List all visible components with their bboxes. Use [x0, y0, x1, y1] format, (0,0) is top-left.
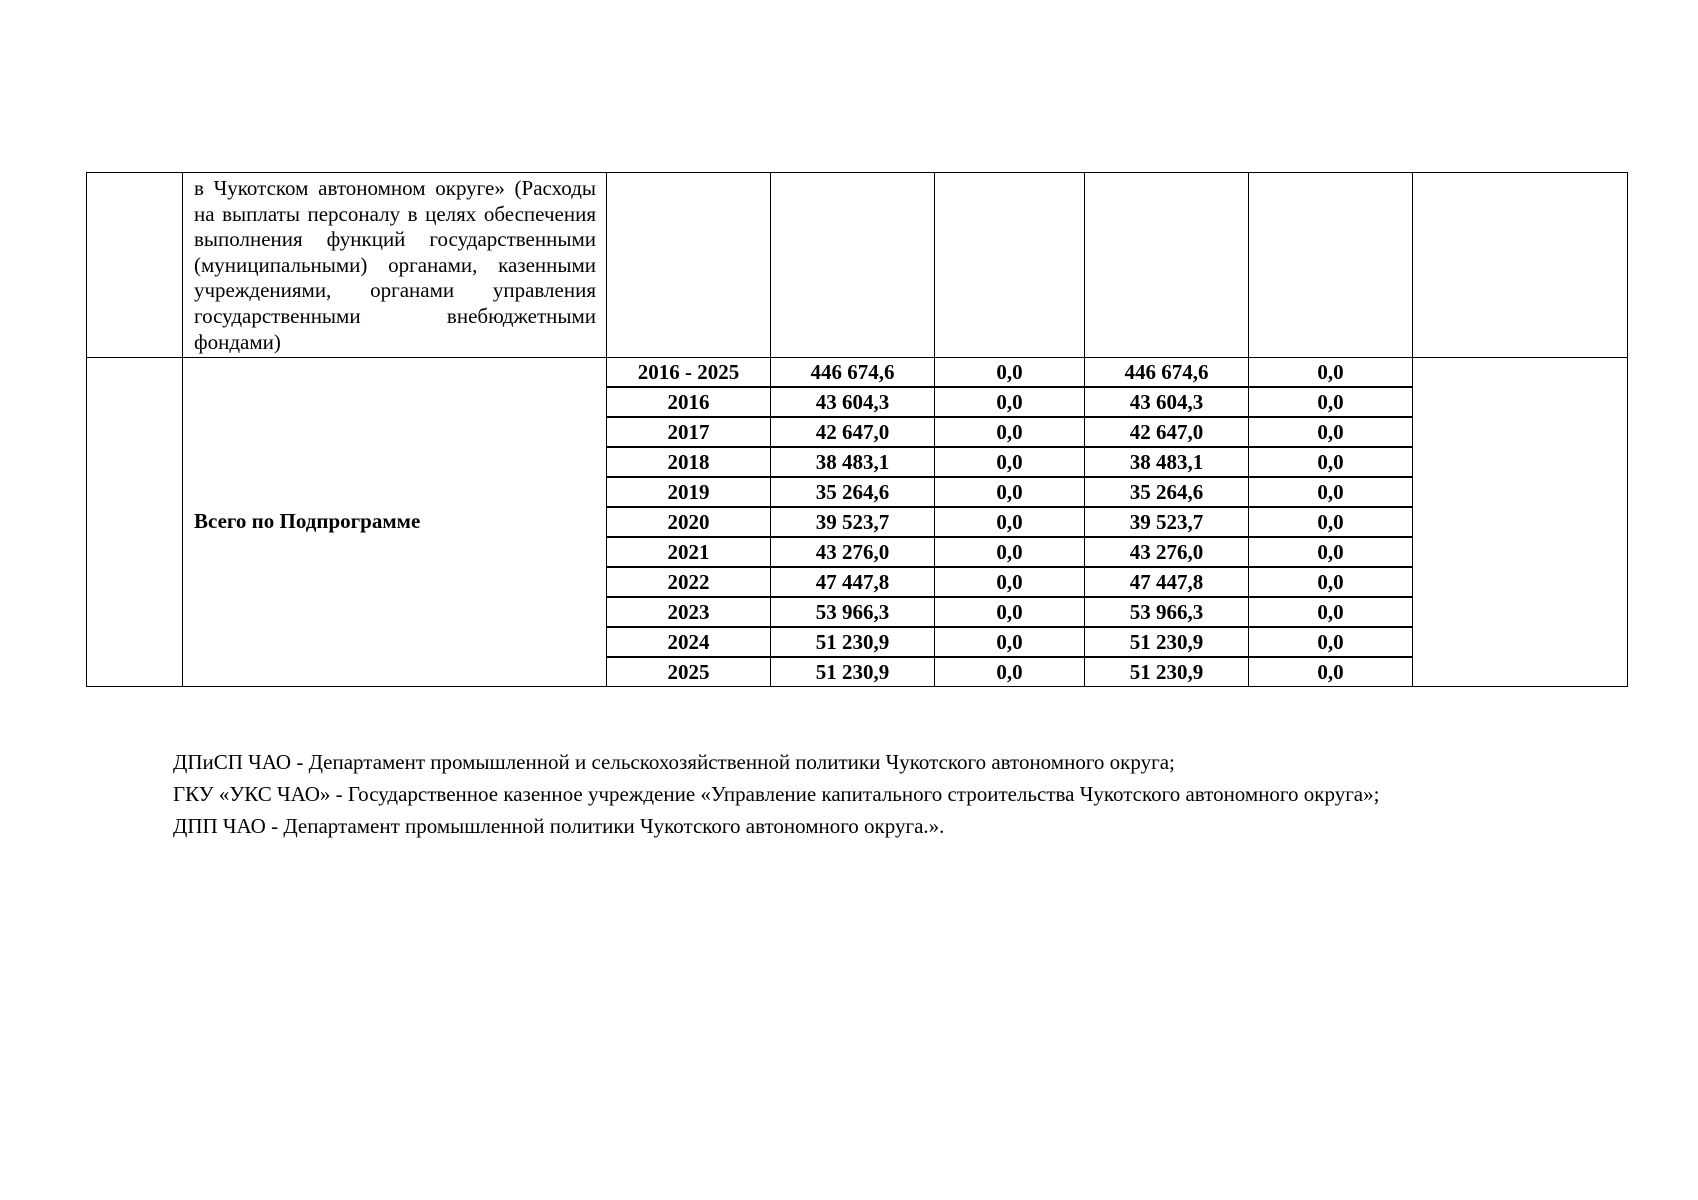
other-sources-cell: 0,0	[1249, 447, 1413, 477]
federal-budget-cell: 0,0	[935, 387, 1085, 417]
district-budget-cell: 51 230,9	[1085, 657, 1249, 687]
period-cell: 2024	[607, 627, 771, 657]
other-sources-cell: 0,0	[1249, 567, 1413, 597]
period-cell: 2018	[607, 447, 771, 477]
total-cell: 35 264,6	[771, 477, 935, 507]
period-cell: 2023	[607, 597, 771, 627]
total-cell: 51 230,9	[771, 657, 935, 687]
empty-cell	[607, 173, 771, 358]
district-budget-cell: 43 604,3	[1085, 387, 1249, 417]
executor-cell	[1413, 358, 1628, 687]
other-sources-cell: 0,0	[1249, 507, 1413, 537]
description-cell	[183, 173, 607, 358]
federal-budget-cell: 0,0	[935, 567, 1085, 597]
federal-budget-cell: 0,0	[935, 537, 1085, 567]
district-budget-cell: 446 674,6	[1085, 358, 1249, 388]
district-budget-cell: 42 647,0	[1085, 417, 1249, 447]
other-sources-cell: 0,0	[1249, 417, 1413, 447]
period-cell: 2021	[607, 537, 771, 567]
empty-cell	[1413, 173, 1628, 358]
district-budget-cell: 35 264,6	[1085, 477, 1249, 507]
continuation-text: в Чукотском автономном округе» (Расходы на выплаты персоналу в целях обеспечения выполнения функций государственными (муниципальными) органами, казенными учреждениями, органами управления государственными внебюджетными фондами)	[194, 176, 596, 354]
district-budget-cell: 43 276,0	[1085, 537, 1249, 567]
continuation-row	[87, 173, 1628, 358]
other-sources-cell: 0,0	[1249, 358, 1413, 388]
district-budget-cell: 47 447,8	[1085, 567, 1249, 597]
federal-budget-cell: 0,0	[935, 447, 1085, 477]
other-sources-cell: 0,0	[1249, 597, 1413, 627]
total-cell: 42 647,0	[771, 417, 935, 447]
federal-budget-cell: 0,0	[935, 627, 1085, 657]
federal-budget-cell: 0,0	[935, 507, 1085, 537]
period-cell: 2017	[607, 417, 771, 447]
other-sources-cell: 0,0	[1249, 537, 1413, 567]
total-cell: 53 966,3	[771, 597, 935, 627]
budget-table	[86, 172, 1628, 687]
note-line: ДПиСП ЧАО - Департамент промышленной и сельскохозяйственной политики Чукотского автономного округа;	[173, 750, 1175, 774]
period-cell: 2025	[607, 657, 771, 687]
total-cell: 446 674,6	[771, 358, 935, 388]
period-cell: 2016 - 2025	[607, 358, 771, 388]
period-cell: 2020	[607, 507, 771, 537]
district-budget-cell: 39 523,7	[1085, 507, 1249, 537]
period-cell: 2022	[607, 567, 771, 597]
table-body	[87, 173, 1628, 687]
empty-cell	[771, 173, 935, 358]
total-cell: 47 447,8	[771, 567, 935, 597]
period-cell: 2019	[607, 477, 771, 507]
district-budget-cell: 51 230,9	[1085, 627, 1249, 657]
number-cell	[87, 358, 183, 687]
empty-cell	[935, 173, 1085, 358]
other-sources-cell: 0,0	[1249, 657, 1413, 687]
other-sources-cell: 0,0	[1249, 627, 1413, 657]
federal-budget-cell: 0,0	[935, 358, 1085, 388]
district-budget-cell: 53 966,3	[1085, 597, 1249, 627]
table-row	[87, 358, 1628, 388]
total-cell: 38 483,1	[771, 447, 935, 477]
abbreviation-notes	[173, 746, 1379, 842]
total-cell: 43 276,0	[771, 537, 935, 567]
district-budget-cell: 38 483,1	[1085, 447, 1249, 477]
other-sources-cell: 0,0	[1249, 387, 1413, 417]
federal-budget-cell: 0,0	[935, 477, 1085, 507]
federal-budget-cell: 0,0	[935, 417, 1085, 447]
note-line: ГКУ «УКС ЧАО» - Государственное казенное учреждение «Управление капитального строительства Чукотского автономного округа»;	[173, 782, 1380, 806]
federal-budget-cell: 0,0	[935, 657, 1085, 687]
period-cell: 2016	[607, 387, 771, 417]
total-label: Всего по Подпрограмме	[183, 358, 607, 687]
empty-cell	[1249, 173, 1413, 358]
empty-cell	[1085, 173, 1249, 358]
number-cell	[87, 173, 183, 358]
total-cell: 43 604,3	[771, 387, 935, 417]
federal-budget-cell: 0,0	[935, 597, 1085, 627]
total-cell: 51 230,9	[771, 627, 935, 657]
note-line: ДПП ЧАО - Департамент промышленной политики Чукотского автономного округа.».	[173, 814, 945, 838]
other-sources-cell: 0,0	[1249, 477, 1413, 507]
total-cell: 39 523,7	[771, 507, 935, 537]
